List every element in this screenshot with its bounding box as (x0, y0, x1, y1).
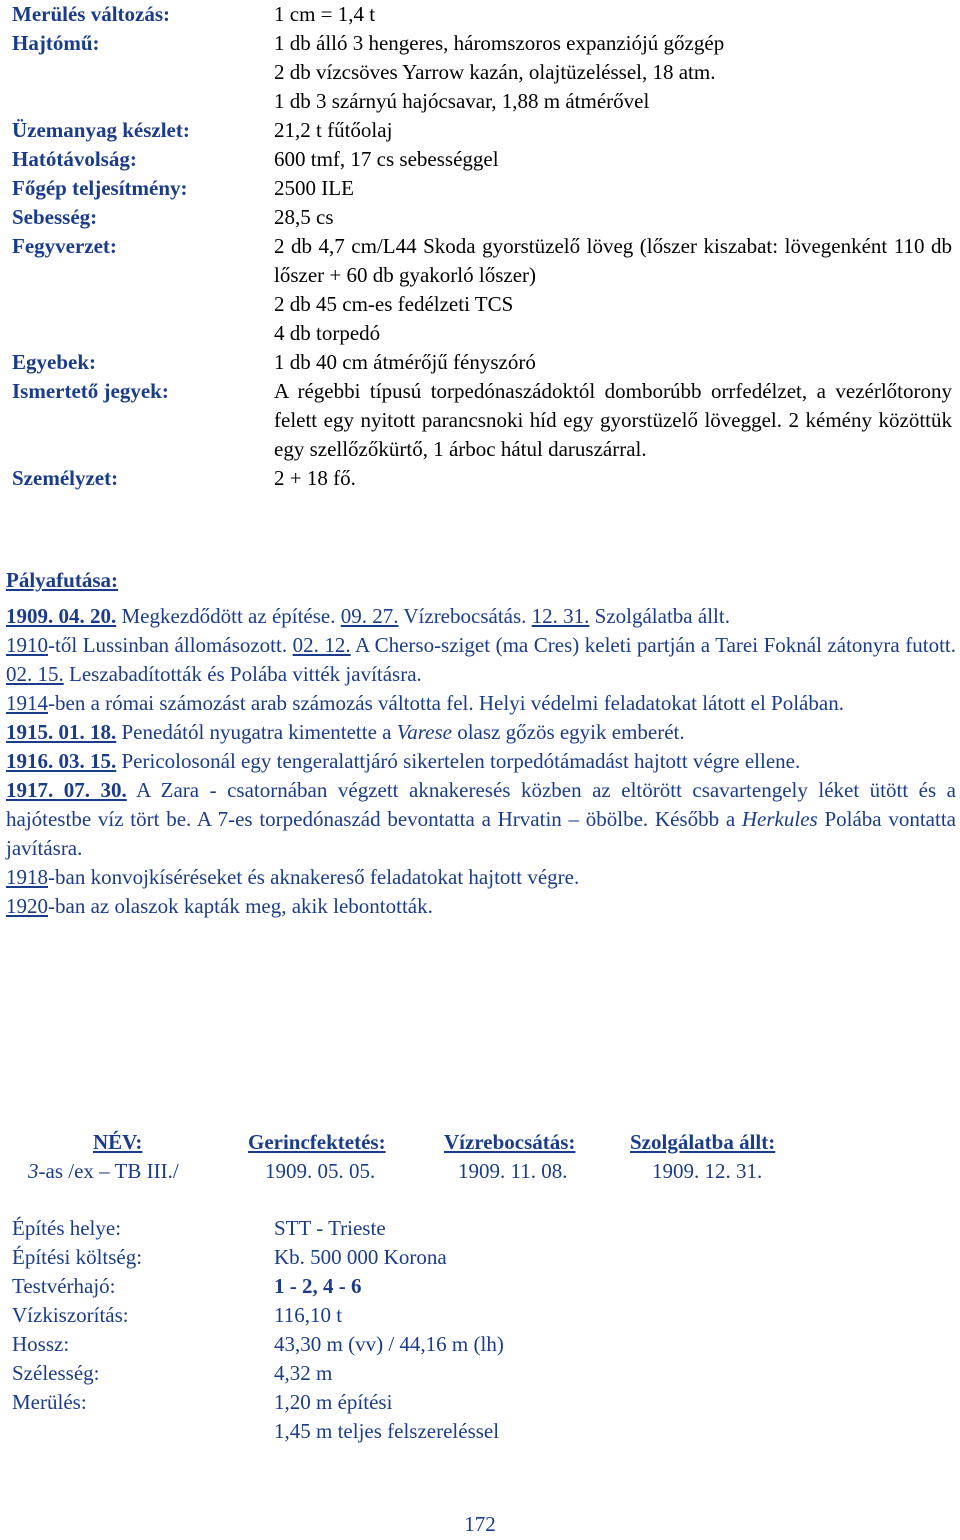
career-paragraph (6, 892, 956, 921)
cell-keel: 1909. 05. 05. (265, 1159, 376, 1183)
header-keel: Gerincfektetés: (248, 1130, 386, 1154)
spec-value: 1 - 2, 4 - 6 (274, 1274, 362, 1298)
spec-line: 28,5 cs (274, 205, 334, 229)
cell-name-number: 3 (28, 1159, 39, 1183)
spec-label: Ismertető jegyek: (12, 379, 169, 403)
spec-row (12, 377, 952, 464)
spec-value: Kb. 500 000 Korona (274, 1245, 447, 1269)
spec-value: 116,10 t (274, 1303, 343, 1327)
header-service: Szolgálatba állt: (630, 1130, 776, 1154)
table-header (0, 1128, 960, 1157)
spec-row (12, 29, 952, 116)
spec-label: Vízkiszorítás: (12, 1303, 129, 1327)
cell-launch: 1909. 11. 08. (458, 1159, 568, 1183)
spec-value: 4,32 m (274, 1361, 333, 1385)
spec-line: 21,2 t fűtőolaj (274, 118, 393, 142)
spec-line: 1 db 3 szárnyú hajócsavar, 1,88 m átmérővel (274, 89, 650, 113)
career-paragraph (6, 747, 956, 776)
career-date: 1915. 01. 18. (6, 720, 117, 744)
career-text: -ben a római számozást arab számozás váltotta fel. Helyi védelmi feladatokat látott el Polában. (48, 691, 844, 715)
career-date: 1920 (6, 894, 48, 918)
spec-row (12, 174, 952, 203)
spec-label: Üzemanyag készlet: (12, 118, 190, 142)
spec-label: Egyebek: (12, 350, 96, 374)
spec-row (12, 464, 952, 493)
spec-line: 2 db 45 cm-es fedélzeti TCS (274, 292, 514, 316)
spec-row (12, 1330, 952, 1359)
spec-label: Hajtómű: (12, 31, 100, 55)
spec-value (274, 232, 952, 348)
spec-line: 1 db álló 3 hengeres, háromszoros expanziójú gőzgép (274, 31, 725, 55)
spec-value (274, 1388, 952, 1446)
header-launch: Vízrebocsátás: (444, 1130, 576, 1154)
spec-value (274, 0, 952, 29)
career-date: 12. 31. (531, 604, 590, 628)
spec-line: 1,45 m teljes felszereléssel (274, 1419, 500, 1443)
spec-line: A régebbi típusú torpedónaszádoktól domborúbb orrfedélzet, a vezérlőtorony felett egy nyitott parancsnoki híd egy gyorstüzelő löveggel. 2 kémény közöttük egy szellőzőkürtő, 1 árboc hátul daruszárral. (274, 379, 952, 461)
spec-label: Hatótávolság: (12, 147, 137, 171)
career-text: Leszabadították és Polába vitték javításra. (63, 662, 422, 686)
spec-row (12, 348, 952, 377)
table-row (0, 1157, 960, 1186)
career-paragraph (6, 602, 956, 631)
spec-label: Sebesség: (12, 205, 98, 229)
spec-row (12, 145, 952, 174)
career-text: -ban az olaszok kapták meg, akik lebontották. (48, 894, 433, 918)
cell-service: 1909. 12. 31. (652, 1159, 763, 1183)
spec-value (274, 116, 952, 145)
spec-row (12, 1214, 952, 1243)
spec-label: Szélesség: (12, 1361, 100, 1385)
spec-list-lower (12, 1214, 952, 1446)
career-date: 09. 27. (340, 604, 399, 628)
career-text: Megkezdődött az építése. (116, 604, 341, 628)
spec-value (274, 203, 952, 232)
spec-line: 600 tmf, 17 cs sebességgel (274, 147, 499, 171)
career-text: Pericolosonál egy tengeralattjáró sikertelen torpedótámadást hajtott végre ellene. (116, 749, 801, 773)
spec-row (12, 232, 952, 348)
spec-row (12, 1272, 952, 1301)
spec-row (12, 116, 952, 145)
spec-label: Építési költség: (12, 1245, 143, 1269)
career-text: Penedától nyugatra kimentette a (116, 720, 397, 744)
ship-table (0, 1128, 960, 1186)
spec-row (12, 1243, 952, 1272)
spec-value (274, 377, 952, 464)
career-paragraph (6, 718, 956, 747)
spec-label: Testvérhajó: (12, 1274, 116, 1298)
page-number: 172 (464, 1512, 496, 1536)
career-paragraph (6, 689, 956, 718)
spec-label: Hossz: (12, 1332, 70, 1356)
career-date: 02. 12. (292, 633, 351, 657)
ship-name: Herkules (741, 807, 818, 831)
spec-value (274, 348, 952, 377)
career-text: A Cherso-sziget (ma Cres) keleti partján a Tarei Foknál zátonyra futott. (350, 633, 957, 657)
career-section (6, 566, 956, 921)
spec-label: Építés helye: (12, 1216, 122, 1240)
spec-line: 2 + 18 fő. (274, 466, 356, 490)
spec-line: 1 cm = 1,4 t (274, 2, 376, 26)
header-name: NÉV: (93, 1130, 143, 1154)
career-date: 1909. 04. 20. (6, 604, 117, 628)
spec-row (12, 0, 952, 29)
career-text: Polába vontatta javításra. (6, 807, 956, 860)
spec-line: 1 db 40 cm átmérőjű fényszóró (274, 350, 536, 374)
ship-name: Varese (396, 720, 452, 744)
career-paragraph (6, 863, 956, 892)
spec-row (12, 1388, 952, 1446)
spec-row (12, 203, 952, 232)
career-text: A Zara - csatornában végzett aknakeresés közben az eltörött csavartengely léket ütött és a hajótestbe víz tört be. A 7-es torpedónaszád bevontatta a Hrvatin – öbölbe. Később a (6, 778, 956, 831)
spec-line: 2500 ILE (274, 176, 354, 200)
career-date: 1917. 07. 30. (6, 778, 127, 802)
career-date: 1916. 03. 15. (6, 749, 117, 773)
spec-value (274, 174, 952, 203)
career-date: 1914 (6, 691, 48, 715)
career-text: Szolgálatba állt. (589, 604, 730, 628)
spec-label: Személyzet: (12, 466, 119, 490)
cell-name (28, 1157, 179, 1186)
career-paragraph (6, 776, 956, 863)
spec-value: 43,30 m (vv) / 44,16 m (lh) (274, 1332, 504, 1356)
career-date: 1918 (6, 865, 48, 889)
cell-name-rest: -as /ex – TB III./ (38, 1159, 179, 1183)
spec-line: 1,20 m építési (274, 1390, 393, 1414)
spec-value: STT - Trieste (274, 1216, 386, 1240)
career-title: Pályafutása: (6, 568, 118, 592)
spec-label: Merülés: (12, 1390, 87, 1414)
career-text: Vízrebocsátás. (398, 604, 532, 628)
spec-line: 4 db torpedó (274, 321, 381, 345)
career-date: 1910 (6, 633, 48, 657)
career-text: -től Lussinban állomásozott. (48, 633, 293, 657)
spec-line: 2 db vízcsöves Yarrow kazán, olajtüzeléssel, 18 atm. (274, 60, 716, 84)
career-date: 02. 15. (6, 662, 64, 686)
spec-label: Merülés változás: (12, 2, 171, 26)
career-text: -ban konvojkíséréseket és aknakereső feladatokat hajtott végre. (48, 865, 580, 889)
spec-value (274, 145, 952, 174)
spec-list (12, 0, 952, 493)
spec-line: 2 db 4,7 cm/L44 Skoda gyorstüzelő löveg (lőszer kiszabat: lövegenként 110 db lőszer + 60 db gyakorló lőszer) (274, 234, 952, 287)
spec-value (274, 464, 952, 493)
spec-label: Fegyverzet: (12, 234, 117, 258)
career-paragraph (6, 631, 956, 689)
spec-label: Főgép teljesítmény: (12, 176, 188, 200)
career-text: olasz gőzös egyik emberét. (451, 720, 685, 744)
spec-row (12, 1359, 952, 1388)
spec-row (12, 1301, 952, 1330)
spec-value (274, 29, 952, 116)
